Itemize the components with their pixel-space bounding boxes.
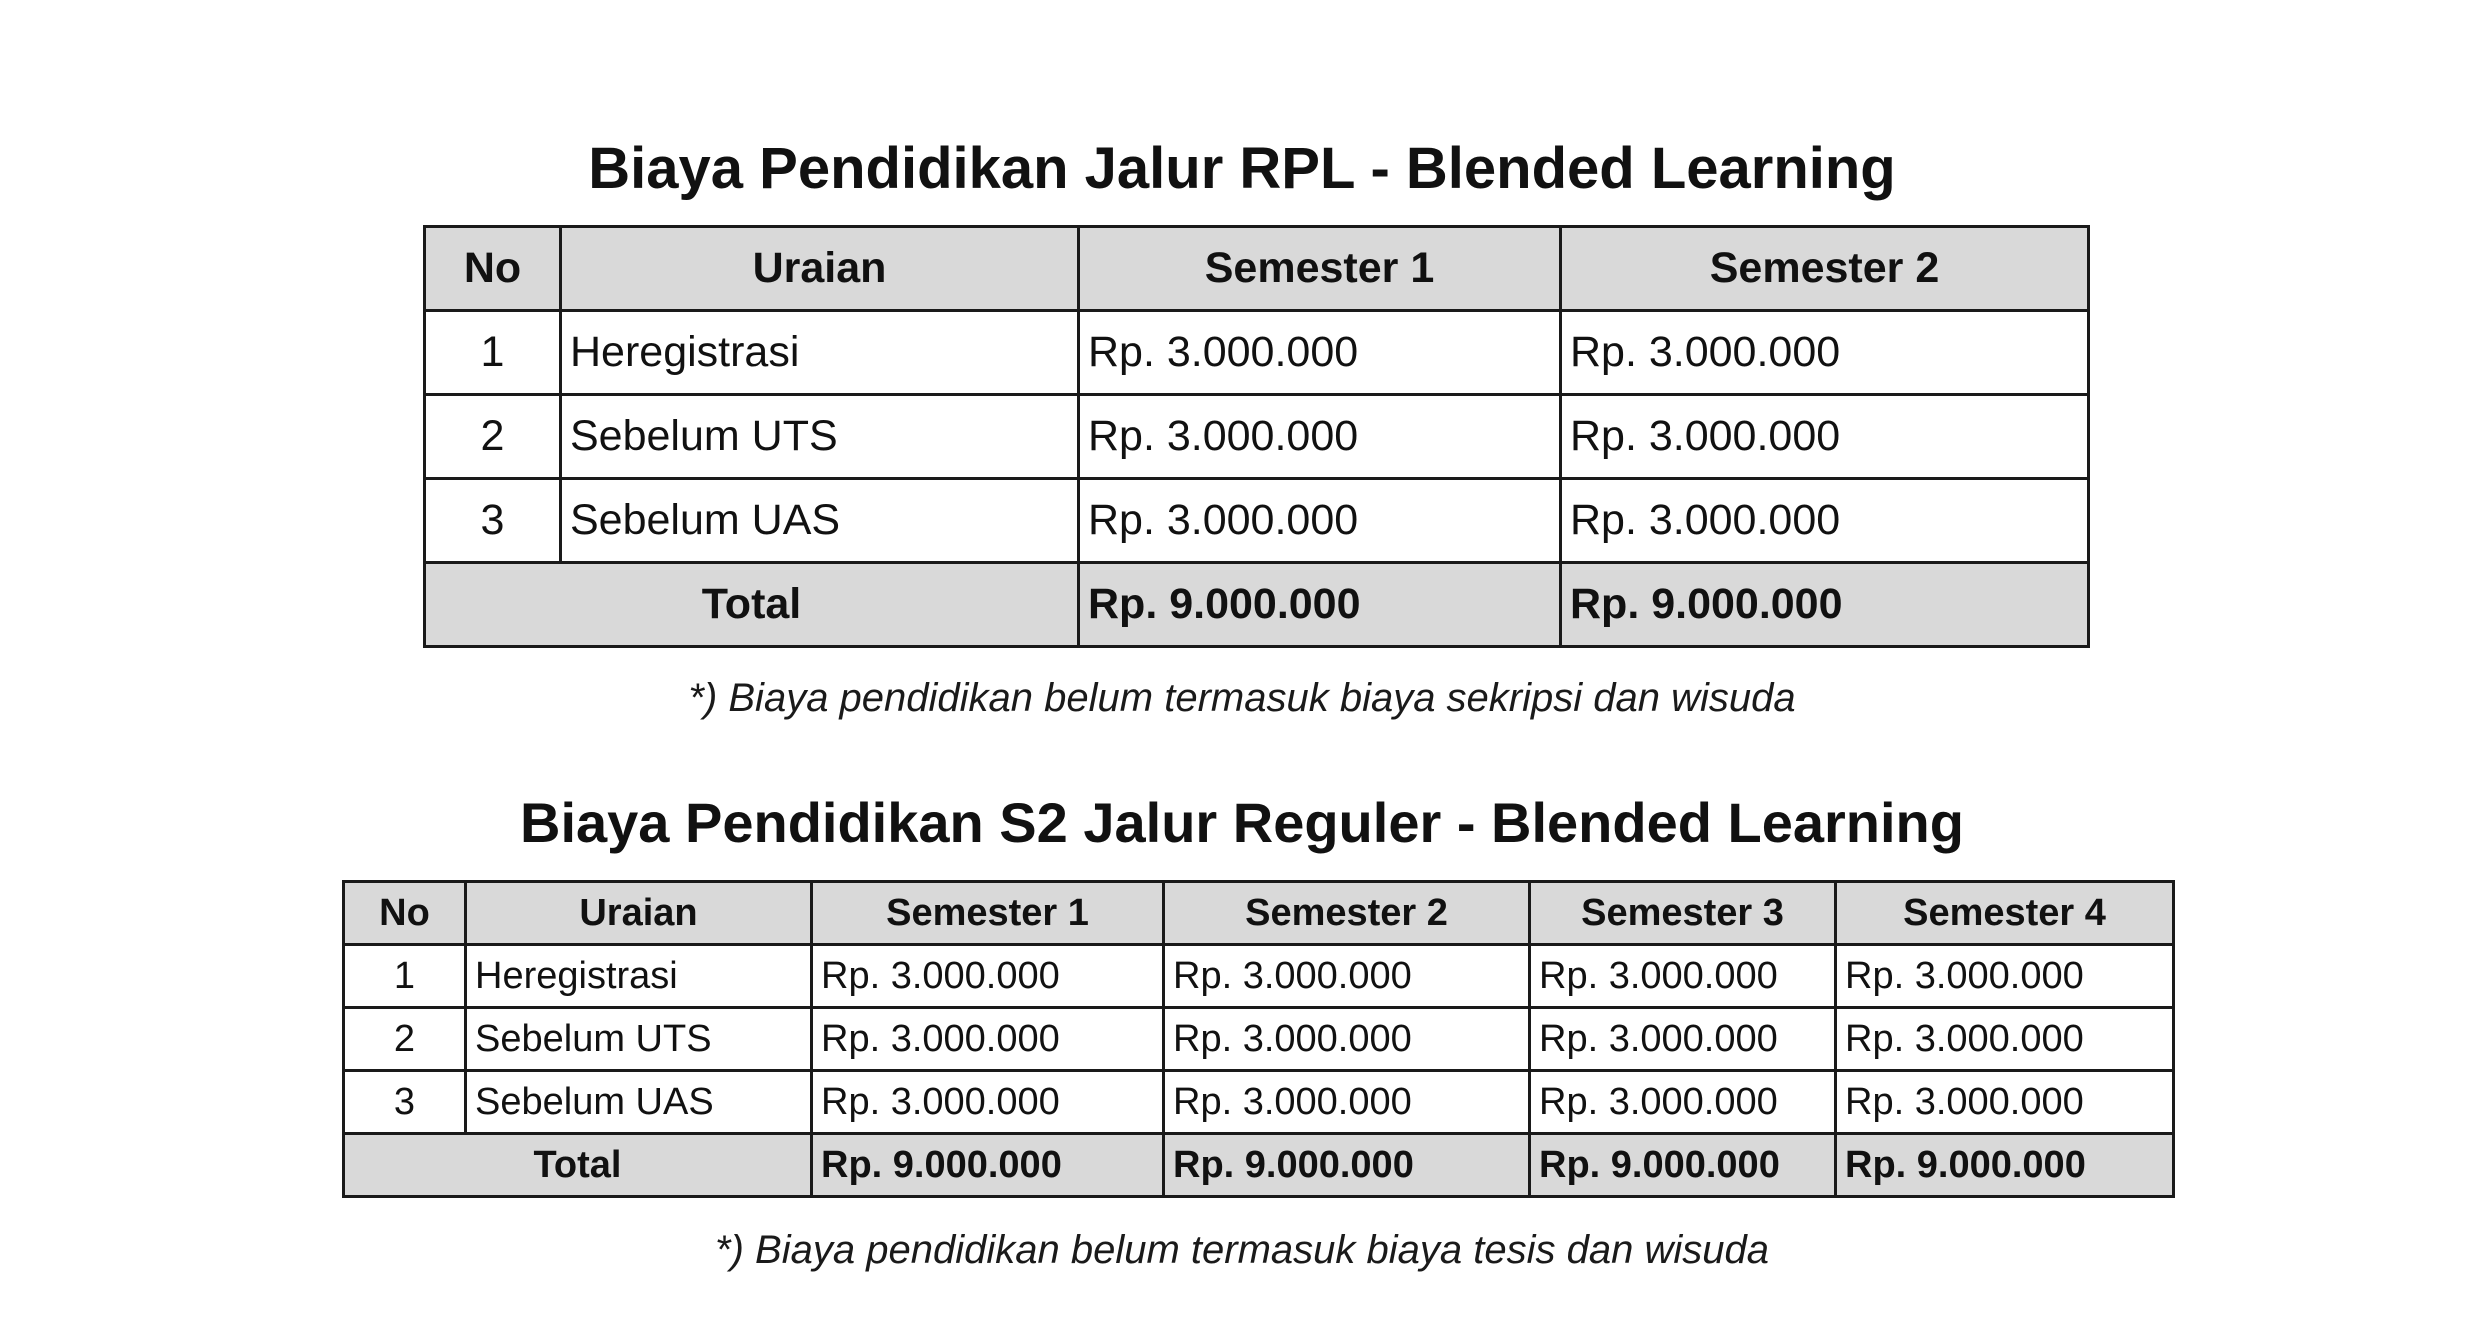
total-row (425, 563, 2089, 647)
header-no: No (344, 882, 466, 945)
row-uraian: Heregistrasi (561, 311, 1079, 395)
table-header-row (425, 227, 2089, 311)
row-uraian: Sebelum UTS (466, 1008, 812, 1071)
table2-title: Biaya Pendidikan S2 Jalur Reguler - Blended Learning (520, 791, 1964, 854)
header-semester-2: Semester 2 (1164, 882, 1530, 945)
row-value: Rp. 3.000.000 (1561, 311, 2089, 395)
row-value: Rp. 3.000.000 (1836, 945, 2174, 1008)
row-value: Rp. 3.000.000 (1079, 479, 1561, 563)
total-label: Total (425, 563, 1079, 647)
table-header-row (344, 882, 2174, 945)
row-uraian: Heregistrasi (466, 945, 812, 1008)
row-uraian: Sebelum UAS (466, 1071, 812, 1134)
row-no: 1 (425, 311, 561, 395)
header-uraian: Uraian (466, 882, 812, 945)
table-row (425, 311, 2089, 395)
header-uraian: Uraian (561, 227, 1079, 311)
table-row (344, 945, 2174, 1008)
table-row (344, 1008, 2174, 1071)
row-uraian: Sebelum UAS (561, 479, 1079, 563)
table2-footnote: *) Biaya pendidikan belum termasuk biaya tesis dan wisuda (715, 1228, 1769, 1272)
total-value: Rp. 9.000.000 (1079, 563, 1561, 647)
row-no: 1 (344, 945, 466, 1008)
row-no: 2 (344, 1008, 466, 1071)
table-row (425, 395, 2089, 479)
header-semester-1: Semester 1 (1079, 227, 1561, 311)
row-value: Rp. 3.000.000 (1836, 1071, 2174, 1134)
header-semester-2: Semester 2 (1561, 227, 2089, 311)
row-value: Rp. 3.000.000 (812, 1008, 1164, 1071)
row-value: Rp. 3.000.000 (1079, 311, 1561, 395)
row-value: Rp. 3.000.000 (1164, 1071, 1530, 1134)
header-semester-4: Semester 4 (1836, 882, 2174, 945)
row-value: Rp. 3.000.000 (1164, 1008, 1530, 1071)
table1-title: Biaya Pendidikan Jalur RPL - Blended Learning (588, 136, 1896, 201)
row-no: 3 (425, 479, 561, 563)
total-value: Rp. 9.000.000 (1836, 1134, 2174, 1197)
row-value: Rp. 3.000.000 (1561, 479, 2089, 563)
header-semester-3: Semester 3 (1530, 882, 1836, 945)
total-value: Rp. 9.000.000 (812, 1134, 1164, 1197)
row-value: Rp. 3.000.000 (1836, 1008, 2174, 1071)
row-no: 3 (344, 1071, 466, 1134)
fee-table-s2-reguler (342, 880, 2175, 1198)
row-value: Rp. 3.000.000 (1561, 395, 2089, 479)
row-value: Rp. 3.000.000 (1530, 945, 1836, 1008)
total-value: Rp. 9.000.000 (1561, 563, 2089, 647)
total-value: Rp. 9.000.000 (1530, 1134, 1836, 1197)
header-no: No (425, 227, 561, 311)
table-row (425, 479, 2089, 563)
total-value: Rp. 9.000.000 (1164, 1134, 1530, 1197)
total-label: Total (344, 1134, 812, 1197)
fee-table-rpl (423, 225, 2090, 648)
row-no: 2 (425, 395, 561, 479)
row-value: Rp. 3.000.000 (1530, 1071, 1836, 1134)
table-row (344, 1071, 2174, 1134)
row-value: Rp. 3.000.000 (1530, 1008, 1836, 1071)
row-value: Rp. 3.000.000 (812, 945, 1164, 1008)
header-semester-1: Semester 1 (812, 882, 1164, 945)
row-value: Rp. 3.000.000 (812, 1071, 1164, 1134)
row-value: Rp. 3.000.000 (1164, 945, 1530, 1008)
table1-footnote: *) Biaya pendidikan belum termasuk biaya sekripsi dan wisuda (688, 676, 1796, 720)
total-row (344, 1134, 2174, 1197)
row-uraian: Sebelum UTS (561, 395, 1079, 479)
row-value: Rp. 3.000.000 (1079, 395, 1561, 479)
